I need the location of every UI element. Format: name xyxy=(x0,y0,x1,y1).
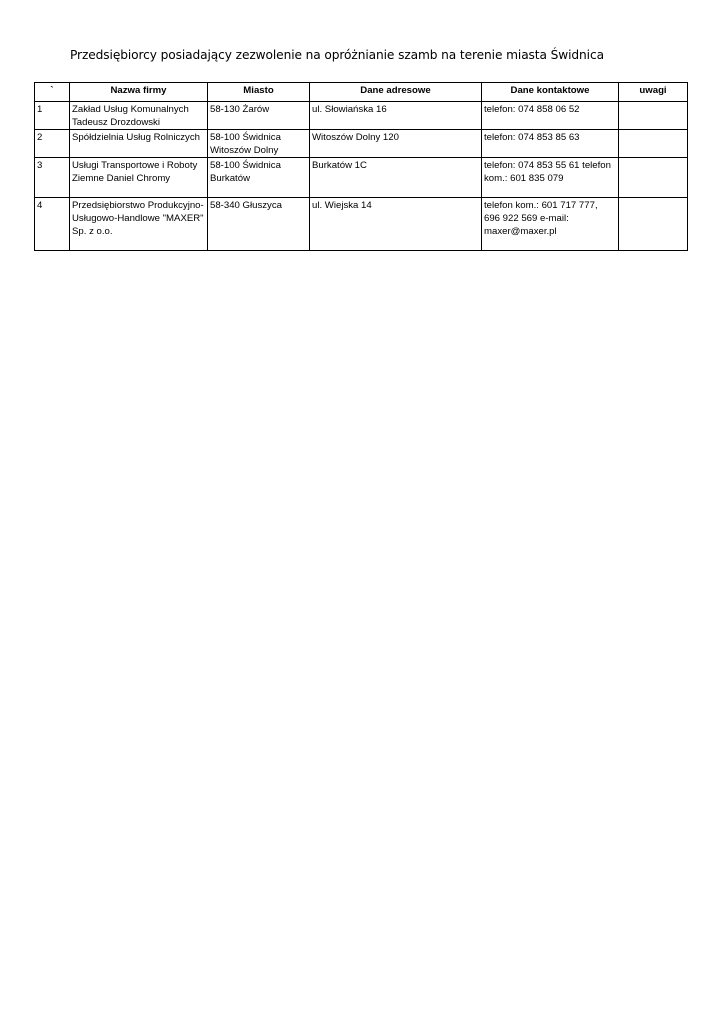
header-company-name: Nazwa firmy xyxy=(70,83,208,102)
city: 58-130 Żarów xyxy=(210,104,270,115)
header-address: Dane adresowe xyxy=(310,83,482,102)
company-name: Spółdzielnia Usług Rolniczych xyxy=(72,132,200,143)
address: Burkatów 1C xyxy=(312,160,367,171)
contact-cell xyxy=(482,158,619,198)
company-name-cell xyxy=(70,102,208,130)
company-name-cell xyxy=(70,158,208,198)
table-row xyxy=(35,198,688,251)
address: Witoszów Dolny 120 xyxy=(312,132,399,143)
row-index: 2 xyxy=(35,130,70,158)
address-cell xyxy=(310,158,482,198)
city-cell xyxy=(208,102,310,130)
header-city: Miasto xyxy=(208,83,310,102)
header-contact: Dane kontaktowe xyxy=(482,83,619,102)
city: 58-340 Głuszyca xyxy=(210,200,282,211)
row-index: 4 xyxy=(35,198,70,251)
city: 58-100 Świdnica Burkatów xyxy=(210,160,281,184)
contact-cell xyxy=(482,130,619,158)
company-name: Zakład Usług Komunalnych Tadeusz Drozdowski xyxy=(72,104,189,128)
company-name-cell xyxy=(70,130,208,158)
company-name: Przedsiębiorstwo Produkcyjno-Usługowo-Handlowe "MAXER" Sp. z o.o. xyxy=(72,200,204,237)
city-cell xyxy=(208,158,310,198)
address: ul. Wiejska 14 xyxy=(312,200,372,211)
table-header-row xyxy=(35,83,688,102)
header-index: ` xyxy=(35,83,70,102)
city-cell xyxy=(208,198,310,251)
notes-cell xyxy=(619,102,688,130)
notes-cell xyxy=(619,158,688,198)
company-name: Usługi Transportowe i Roboty Ziemne Daniel Chromy xyxy=(72,160,198,184)
permit-holders-table xyxy=(34,82,688,251)
table-row xyxy=(35,158,688,198)
city: 58-100 Świdnica Witoszów Dolny xyxy=(210,132,281,156)
contact: telefon kom.: 601 717 777, 696 922 569 e-mail: maxer@maxer.pl xyxy=(484,200,598,237)
contact: telefon: 074 853 85 63 xyxy=(484,132,580,143)
city-cell xyxy=(208,130,310,158)
table-row xyxy=(35,102,688,130)
address-cell xyxy=(310,198,482,251)
contact-cell xyxy=(482,198,619,251)
table-row xyxy=(35,130,688,158)
address: ul. Słowiańska 16 xyxy=(312,104,387,115)
notes-cell xyxy=(619,130,688,158)
row-index: 3 xyxy=(35,158,70,198)
company-name-cell xyxy=(70,198,208,251)
header-notes: uwagi xyxy=(619,83,688,102)
address-cell xyxy=(310,130,482,158)
page-title: Przedsiębiorcy posiadający zezwolenie na opróżnianie szamb na terenie miasta Świdnica xyxy=(70,48,604,62)
row-index: 1 xyxy=(35,102,70,130)
notes-cell xyxy=(619,198,688,251)
contact-cell xyxy=(482,102,619,130)
address-cell xyxy=(310,102,482,130)
contact: telefon: 074 853 55 61 telefon kom.: 601 835 079 xyxy=(484,160,611,184)
contact: telefon: 074 858 06 52 xyxy=(484,104,580,115)
